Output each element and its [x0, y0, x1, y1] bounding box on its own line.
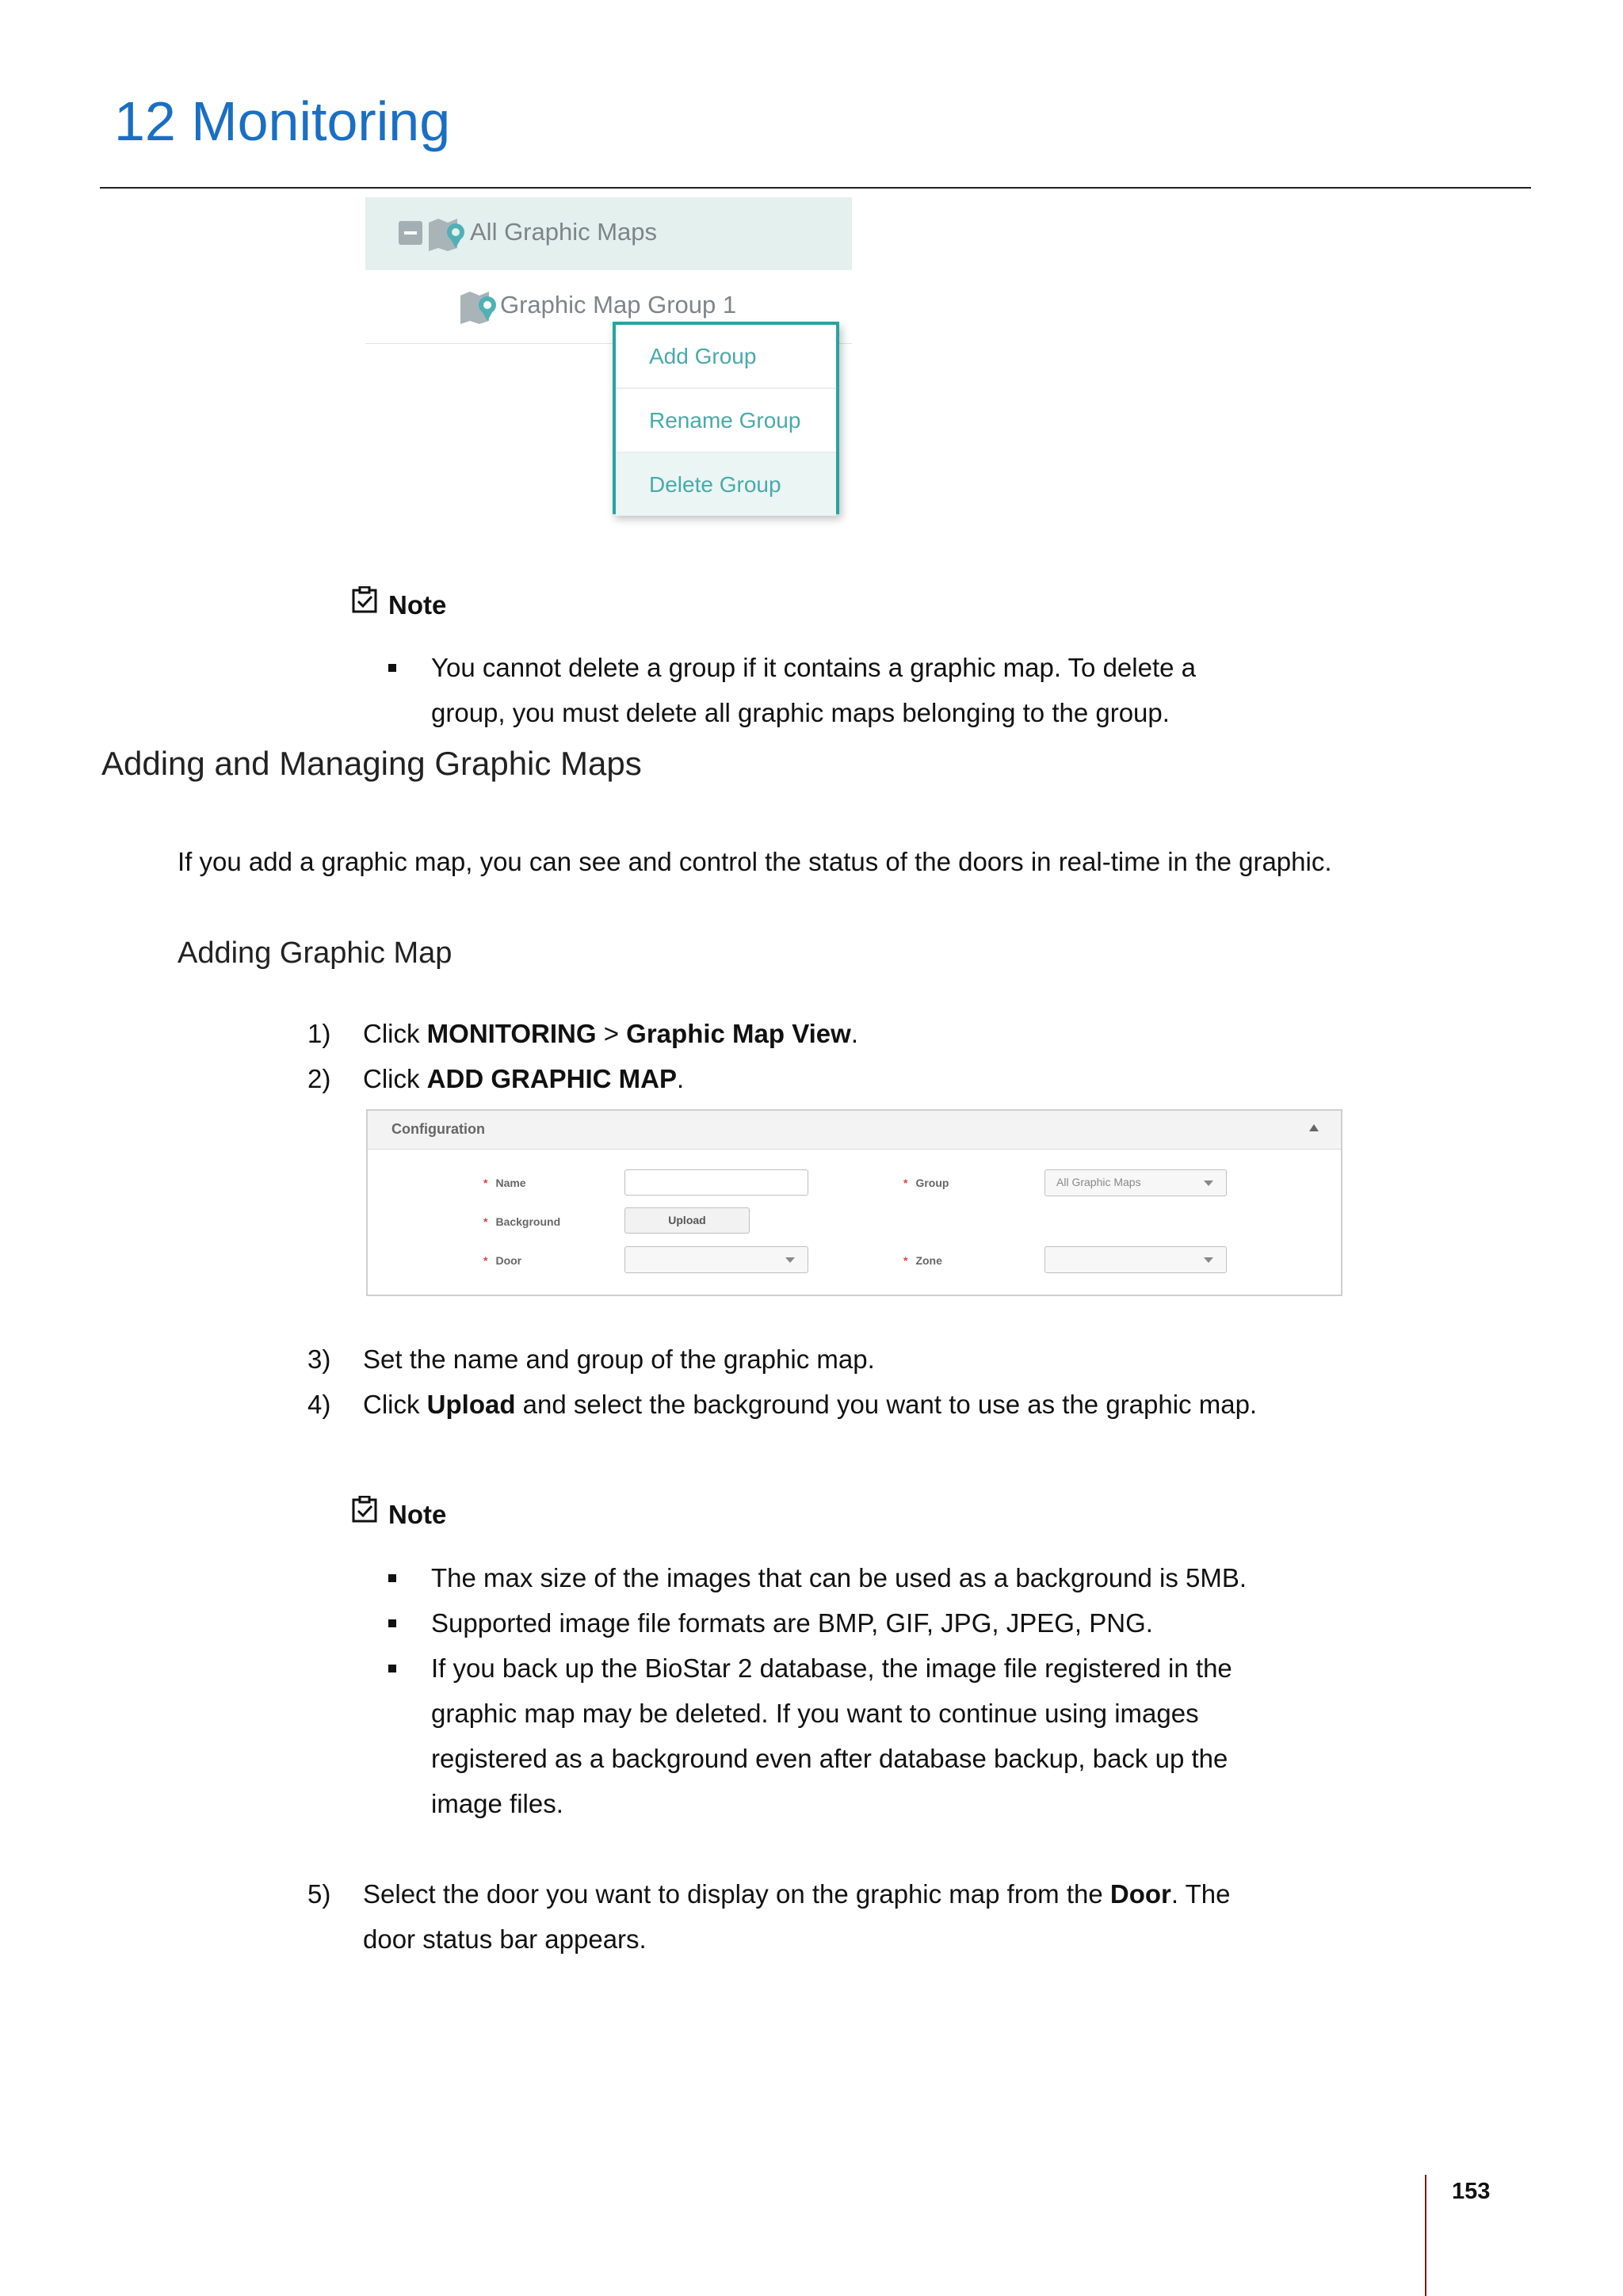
graphic-map-tree: [365, 197, 852, 530]
step-number: 3): [307, 1344, 331, 1374]
chevron-down-icon: [785, 1257, 795, 1263]
map-group-icon: [427, 216, 468, 251]
note-text: registered as a background even after database backup, back up the: [431, 1744, 1228, 1773]
bullet-marker: [388, 664, 396, 672]
chevron-down-icon: [1204, 1180, 1213, 1186]
menu-item-delete-group[interactable]: Delete Group: [616, 453, 836, 516]
note-text: group, you must delete all graphic maps belonging to the group.: [431, 698, 1170, 727]
bullet-marker: [388, 1619, 396, 1627]
context-menu: [613, 322, 839, 514]
bullet-marker: [388, 1574, 396, 1582]
name-label: * Name: [483, 1177, 526, 1189]
door-ref: Door: [1109, 1879, 1171, 1909]
note-text: The max size of the images that can be used as a background is 5MB.: [431, 1563, 1247, 1592]
door-label: * Door: [483, 1254, 522, 1267]
config-title: Configuration: [391, 1121, 485, 1137]
note-heading: Note: [388, 590, 447, 620]
page-number: 153: [1452, 2179, 1491, 2204]
tree-child-label[interactable]: Graphic Map Group 1: [500, 291, 737, 318]
chevron-down-icon: [1204, 1257, 1213, 1263]
configuration-panel: [366, 1109, 1342, 1296]
step-number: 1): [307, 1019, 331, 1048]
add-graphic-map-ref: ADD GRAPHIC MAP: [426, 1064, 678, 1093]
step-number: 4): [307, 1390, 331, 1419]
name-input[interactable]: [624, 1169, 808, 1196]
upload-button[interactable]: Upload: [624, 1207, 750, 1234]
config-header[interactable]: [368, 1111, 1341, 1150]
chapter-title: 12 Monitoring: [114, 90, 451, 152]
note-clipboard-icon: [352, 586, 377, 613]
door-select[interactable]: [624, 1246, 808, 1273]
step-1: Click MONITORING > Graphic Map View.: [363, 1019, 858, 1048]
tree-root-row[interactable]: [365, 197, 852, 270]
upload-ref: Upload: [426, 1390, 516, 1419]
header-divider: [100, 187, 1531, 189]
collapse-icon[interactable]: [399, 221, 422, 245]
step-number: 2): [307, 1064, 331, 1093]
step-3: Set the name and group of the graphic map.: [363, 1344, 875, 1374]
footer-bar: [1425, 2175, 1426, 2296]
background-label: * Background: [483, 1215, 561, 1228]
step-2: Click ADD GRAPHIC MAP.: [363, 1064, 685, 1093]
note-text: graphic map may be deleted. If you want to continue using images: [431, 1699, 1199, 1728]
map-group-icon: [459, 289, 500, 324]
menu-path-graphic-map-view: Graphic Map View: [626, 1019, 851, 1048]
subsection-heading: Adding Graphic Map: [178, 936, 453, 970]
zone-select[interactable]: [1044, 1246, 1227, 1273]
menu-path-monitoring: MONITORING: [426, 1019, 597, 1048]
note-clipboard-icon: [352, 1496, 377, 1523]
zone-label: * Zone: [903, 1254, 942, 1267]
menu-item-add-group[interactable]: Add Group: [616, 325, 836, 389]
note-text: If you back up the BioStar 2 database, the image file registered in the: [431, 1653, 1232, 1683]
step-5: Select the door you want to display on the graphic map from the Door. The: [363, 1879, 1231, 1909]
bullet-marker: [388, 1665, 396, 1672]
collapse-caret-icon[interactable]: [1309, 1124, 1319, 1131]
note-text: You cannot delete a group if it contains a graphic map. To delete a: [431, 653, 1197, 682]
group-label: * Group: [903, 1177, 949, 1189]
step-number: 5): [307, 1879, 331, 1909]
note-heading: Note: [388, 1500, 447, 1529]
note-text: image files.: [431, 1789, 563, 1818]
tree-root-label: All Graphic Maps: [470, 218, 658, 246]
section-intro: If you add a graphic map, you can see and control the status of the doors in real-time in the graphic.: [178, 847, 1332, 876]
note-text: Supported image file formats are BMP, GIF, JPG, JPEG, PNG.: [431, 1608, 1153, 1638]
group-select[interactable]: All Graphic Maps: [1044, 1169, 1227, 1196]
menu-item-rename-group[interactable]: Rename Group: [616, 389, 836, 453]
step-4: Click Upload and select the background you want to use as the graphic map.: [363, 1390, 1258, 1419]
step-5-continued: door status bar appears.: [363, 1924, 647, 1954]
section-heading: Adding and Managing Graphic Maps: [101, 745, 642, 782]
